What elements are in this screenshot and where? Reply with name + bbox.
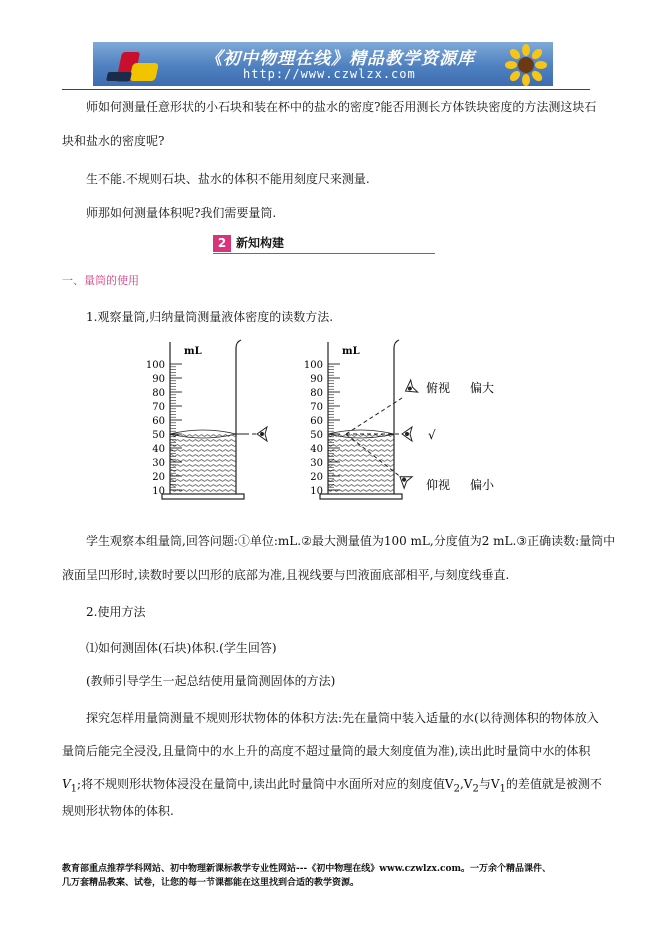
- unit-label-right: mL: [342, 346, 360, 357]
- footer: [62, 862, 551, 890]
- var-v1: V: [62, 777, 71, 791]
- left-cylinder-tick-label: 80: [152, 388, 165, 399]
- right-cylinder-tick-label: 30: [310, 458, 323, 469]
- banner-title: 《初中物理在线》精品教学资源库: [205, 49, 475, 69]
- footer-line-2: 几万套精品教案、试卷，让您的每一节课都能在这里找到合适的教学资源。: [62, 878, 360, 888]
- section-number: 2: [213, 235, 231, 252]
- right-cylinder-tick-label: 90: [310, 374, 323, 385]
- paragraph-5-text-d: 的差值就是被测不: [505, 777, 602, 791]
- paragraph-5-line-3: [62, 776, 602, 797]
- measuring-cylinder-figure: [140, 338, 520, 508]
- paragraph-1-line-1: 师如何测量任意形状的小石块和装在杯中的盐水的密度?能否用测长方体铁块密度的方法测这块石: [86, 100, 597, 114]
- list-item-1: 1.观察量筒,归纳量筒测量液体密度的读数方法.: [86, 310, 334, 324]
- logo-mark-dark: [106, 72, 132, 81]
- section-heading: [213, 235, 435, 254]
- header-divider: [62, 89, 590, 90]
- right-cylinder-tick-label: 70: [310, 402, 323, 413]
- question-1: ⑴如何测固体(石块)体积.(学生回答): [86, 641, 277, 655]
- left-cylinder-tick-label: 40: [152, 444, 165, 455]
- sunflower-icon: [505, 44, 547, 86]
- label-bottom-result: 偏小: [470, 478, 495, 492]
- paragraph-5-text-a: ;将不规则形状物体浸没在量筒中,读出此时量筒中水面所对应的刻度值V: [77, 777, 454, 791]
- paragraph-1-line-2: 块和盐水的密度呢?: [62, 134, 165, 148]
- label-bottom-view: 仰视: [426, 478, 451, 492]
- left-cylinder-tick-label: 30: [152, 458, 165, 469]
- question-2: (教师引导学生一起总结使用量筒测固体的方法): [86, 674, 336, 688]
- right-cylinder-tick-label: 100: [303, 360, 323, 371]
- right-cylinder-tick-label: 80: [310, 388, 323, 399]
- footer-line-1: 教育部重点推荐学科网站、初中物理新课标教学专业性网站---《初中物理在线》www.czwlzx.com。一万余个精品课件、: [62, 864, 552, 874]
- left-cylinder-tick-label: 70: [152, 402, 165, 413]
- banner-url[interactable]: http://www.czwlzx.com: [243, 67, 416, 81]
- var-v2-sub: 2: [453, 783, 460, 795]
- left-cylinder-tick-label: 100: [145, 360, 165, 371]
- right-cylinder-tick-label: 60: [310, 416, 323, 427]
- paragraph-3: 师那如何测量体积呢?我们需要量筒.: [86, 206, 277, 220]
- header-banner: [93, 42, 553, 86]
- label-correct: √: [428, 428, 436, 442]
- paragraph-5-line-1: 探究怎样用量筒测量不规则形状物体的体积方法:先在量筒中装入适量的水(以待测体积的物体放入: [86, 711, 599, 725]
- paragraph-5-line-2: 量筒后能完全浸没,且量筒中的水上升的高度不超过量筒的最大刻度值为准),读出此时量筒中水的体积: [62, 744, 591, 758]
- left-cylinder-tick-label: 50: [152, 430, 165, 441]
- paragraph-5-text-c: 与V: [478, 777, 500, 791]
- right-cylinder-tick-label: 50: [310, 430, 323, 441]
- right-cylinder-tick-label: 20: [310, 472, 323, 483]
- section-underline: [213, 253, 435, 254]
- subheading: 一、量筒的使用: [62, 274, 139, 287]
- eye-icon-top: [402, 380, 418, 397]
- label-top-result: 偏大: [470, 381, 495, 395]
- paragraph-5-text-b: ,V: [459, 777, 473, 791]
- var-v1-sub: 1: [70, 783, 78, 795]
- section-title: 新知构建: [236, 236, 285, 250]
- paragraph-4-line-1: 学生观察本组量筒,回答问题:①单位:mL.②最大测量值为100 mL,分度值为2 mL.③正确读数:量筒中: [86, 534, 616, 548]
- eye-icon-bottom: [396, 471, 412, 488]
- left-cylinder-tick-label: 20: [152, 472, 165, 483]
- unit-label-left: mL: [184, 346, 202, 357]
- cylinder-right: [304, 340, 402, 499]
- eye-icon: [257, 427, 267, 441]
- left-cylinder-tick-label: 10: [152, 486, 165, 497]
- right-cylinder-tick-label: 40: [310, 444, 323, 455]
- label-top-view: 俯视: [426, 381, 451, 395]
- var-v2-sub-2: 2: [472, 783, 479, 795]
- paragraph-5-line-4: 规则形状物体的体积.: [62, 804, 174, 818]
- left-cylinder-tick-label: 60: [152, 416, 165, 427]
- paragraph-2: 生不能.不规则石块、盐水的体积不能用刻度尺来测量.: [86, 172, 370, 186]
- right-cylinder-tick-label: 10: [310, 486, 323, 497]
- left-cylinder-tick-label: 90: [152, 374, 165, 385]
- eye-icon-middle: [402, 427, 412, 441]
- cylinder-left: [146, 340, 244, 499]
- list-item-2: 2.使用方法: [86, 605, 146, 619]
- var-v1-sub-2: 1: [499, 783, 506, 795]
- paragraph-4-line-2: 液面呈凹形时,读数时要以凹形的底部为准,且视线要与凹液面底部相平,与刻度线垂直.: [62, 568, 510, 582]
- logo-mark-yellow: [129, 63, 159, 81]
